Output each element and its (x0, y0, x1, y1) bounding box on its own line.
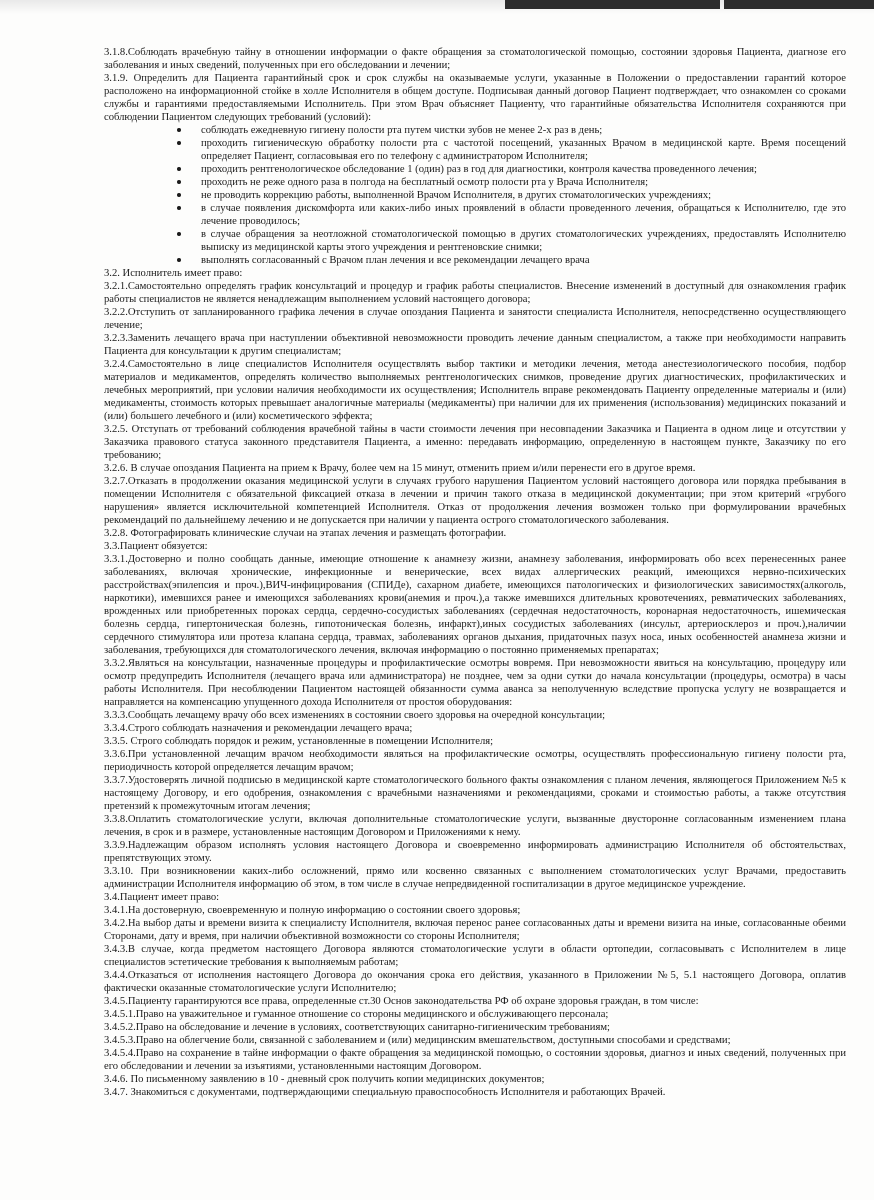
warranty-conditions-list (104, 124, 846, 267)
scan-edge-mark (505, 0, 720, 9)
clause-3-4-2: 3.4.2.На выбор даты и времени визита к специалисту Исполнителя, включая перенос ранее согласованных даты и времени визита на иные, согласованные обеими Сторонами, дату и время, при наличии объективной возможности со стороны Исполнителя; (104, 918, 846, 942)
clause-3-4-7: 3.4.7. Знакомиться с документами, подтверждающими специальную правоспособность Исполнителя и работающих Врачей. (104, 1087, 666, 1098)
clause-3-3-3: 3.3.3.Сообщать лечащему врачу обо всех изменениях в состоянии своего здоровья на очередной консультации; (104, 710, 606, 721)
clause-3-4-3: 3.4.3.В случае, когда предметом настоящего Договора являются стоматологические услуги в области ортопедии, согласовывать с Исполнителем в лице специалистов эстетические требования к выполняемым работам; (104, 944, 846, 968)
clause-3-4-6: 3.4.6. По письменному заявлению в 10 - дневный срок получить копии медицинских документов; (104, 1074, 545, 1085)
clause-3-4-5-1: 3.4.5.1.Право на уважительное и гуманное отношение со стороны медицинского и обслуживающего персонала; (104, 1009, 609, 1020)
clause-3-2-6: 3.2.6. В случае опоздания Пациента на прием к Врачу, более чем на 15 минут, отменить прием и/или перенести его в другое время. (104, 463, 696, 474)
bullet-icon (177, 167, 181, 171)
clause-3-3-6: 3.3.6.При установленной лечащим врачом необходимости являться на профилактические осмотры, осуществлять профессиональную гигиену полости рта, периодичность которой определяется лечащим врачом; (104, 749, 846, 773)
clause-3-4: 3.4.Пациент имеет право: (104, 892, 220, 903)
clause-3-4-5-4: 3.4.5.4.Право на сохранение в тайне информации о факте обращения за медицинской помощью, о состоянии здоровья, диагноз и иных сведений, полученных при его обследовании и лечении за изъятиями, установленными настоящим Договором. (104, 1048, 846, 1072)
clause-3-3-1: 3.3.1.Достоверно и полно сообщать данные, имеющие отношение к анамнезу жизни, анамнезу заболевания, информировать обо всех перенесенных ранее заболеваниях, включая хронические, инфекционные и венерические, всех видах аллергических реакций, имеющихся нервно-психических расстройствах(эпилепсия и проч.),ВИЧ-инфицирования (СПИДе), сахарном диабете, имеющихся патологических и физиологических зависимостях(алкоголь, наркотики), имевшихся ранее и имеющихся заболеваниях крови(анемия и проч.),а также имевшихся длительных кровотечениях, ревматических заболеваниях, врожденных или приобретенных пороках сердца, сердечно-сосудистых заболеваниях (сердечная недостаточность, коронарная недостаточность, ишемическая болезнь сердца, гипертоническая болезнь, гипотоническая болезнь, инфаркт),иных сосудистых заболеваниях (инсульт, артериосклероз и проч.),наличии сердечного стимулятора или протеза клапана сердца, травмах, заболеваниях органов дыхания, придаточных пазух носа, иных особенностей анамнеза жизни и заболевания, требующихся для стоматологического лечения, включая информацию о постоянно применяемых препаратах; (104, 554, 846, 656)
clause-3-2-8: 3.2.8. Фотографировать клинические случаи на этапах лечения и размещать фотографии. (104, 528, 507, 539)
bullet-icon (177, 180, 181, 184)
clause-3-2-3: 3.2.3.Заменить лечащего врача при наступлении объективной невозможности проводить лечение данным специалистом, а также при необходимости направить Пациента для консультации к другим специалистам; (104, 333, 846, 357)
bullet-icon (177, 141, 181, 145)
list-item: в случае обращения за неотложной стоматологической помощью в других стоматологических учреждениях, предоставлять Исполнителю выписку из медицинской карты этого учреждения и рентгеновские снимки; (201, 228, 846, 254)
bullet-icon (177, 193, 181, 197)
bullet-icon (177, 128, 181, 132)
clause-3-2-4: 3.2.4.Самостоятельно в лице специалистов Исполнителя осуществлять выбор тактики и методики лечения, метода анестезиологического пособия, подбор материалов и медикаментов, определять количество выполняемых рентгенологических снимков, проведение других диагностических, профилактических и лечебных мероприятий, при условии наличия необходимости их осуществления; Исполнитель вправе рекомендовать Пациенту определенные материалы и (или) медикаменты, стоимость которых превышает аналогичные материалы (медикаменты) при наличии для их применения (использования) медицинских показаний и (или) большего лечебного и (или) косметического эффекта; (104, 359, 846, 422)
list-item: выполнять согласованный с Врачом план лечения и все рекомендации лечащего врача (201, 254, 846, 267)
clause-3-3: 3.3.Пациент обязуется: (104, 541, 208, 552)
bullet-icon (177, 232, 181, 236)
list-item: в случае появления дискомфорта или каких-либо иных проявлений в области проведенного лечения, обращаться к Исполнителю, где это лечение проводилось; (201, 202, 846, 228)
list-item: соблюдать ежедневную гигиену полости рта путем чистки зубов не менее 2-х раз в день; (201, 124, 846, 137)
clause-3-3-5: 3.3.5. Строго соблюдать порядок и режим, установленные в помещении Исполнителя; (104, 736, 494, 747)
list-item: проходить гигиеническую обработку полости рта с частотой посещений, указанных Врачом в медицинской карте. Время посещений определяет Пациент, согласовывая его по телефону с администратором Исполнителя; (201, 137, 846, 163)
clause-3-1-9: 3.1.9. Определить для Пациента гарантийный срок и срок службы на оказываемые услуги, указанные в Положении о предоставлении гарантий которое расположено на информационной стойке в холле Исполнителя в общем доступе. Подписывая данный договор Пациент подтверждает, что ознакомлен со сроками службы и гарантиями предоставляемыми Исполнитель. При этом Врач объясняет Пациенту, что гарантийные обязательства Исполнителя сохраняются при соблюдении Пациентом следующих требований (условий): (104, 73, 846, 123)
list-item: не проводить коррекцию работы, выполненной Врачом Исполнителя, в других стоматологических учреждениях; (201, 189, 846, 202)
clause-3-3-2: 3.3.2.Являться на консультации, назначенные процедуры и профилактические осмотры вовремя. При невозможности явиться на консультацию, процедуру или осмотр предупредить Исполнителя (лечащего врача или администратора) не позднее, чем за одни сутки до начала консультации (процедуры, осмотра) в часы работы Исполнителя. При несоблюдении Пациентом настоящей обязанности сумма аванса за неполученную вследствие пропуска услугу не возвращается и направляется на компенсацию упущенного дохода Исполнителя от простоя оборудования: (104, 658, 846, 708)
bullet-icon (177, 206, 181, 210)
clause-3-4-5-2: 3.4.5.2.Право на обследование и лечение в условиях, соответствующих санитарно-гигиеническим требованиям; (104, 1022, 611, 1033)
clause-3-4-5-3: 3.4.5.3.Право на облегчение боли, связанной с заболеванием и (или) медицинским вмешательством, доступными способами и средствами; (104, 1035, 731, 1046)
contract-text (104, 46, 846, 1099)
clause-3-2-5: 3.2.5. Отступать от требований соблюдения врачебной тайны в части стоимости лечения при несовпадении Заказчика и Пациента в одном лице и отсутствии у Заказчика правового статуса законного представителя Пациента, а именно: передавать информацию, определенную в настоящем пункте, Заказчику по его требованию; (104, 424, 846, 461)
clause-3-3-8: 3.3.8.Оплатить стоматологические услуги, включая дополнительные стоматологические услуги, вызванные двусторонне согласованным изменением плана лечения, в срок и в размере, установленные настоящим Договором и Приложениями к нему. (104, 814, 846, 838)
clause-3-1-8: 3.1.8.Соблюдать врачебную тайну в отношении информации о факте обращения за стоматологической помощью, состоянии здоровья Пациента, диагнозе его заболевания и иных сведений, полученных при его обследовании и лечении; (104, 47, 846, 71)
clause-3-4-5: 3.4.5.Пациенту гарантируются все права, определенные ст.30 Основ законодательства РФ об охране здоровья граждан, в том числе: (104, 996, 699, 1007)
clause-3-4-4: 3.4.4.Отказаться от исполнения настоящего Договора до окончания срока его действия, указанного в Приложении №5, 5.1 настоящего Договора, оплатив фактически оказанные стоматологические услуги Исполнителю; (104, 970, 846, 994)
bullet-icon (177, 258, 181, 262)
clause-3-2-7: 3.2.7.Отказать в продолжении оказания медицинской услуги в случаях грубого нарушения Пациентом условий настоящего договора или порядка пребывания в помещении Исполнителя с обязательной фиксацией отказа в лечении и причин такого отказа в медицинской документации; при этом критерий «грубого нарушения» является исключительной компетенцией Исполнителя. Отказ от продолжения лечения возможен только при формулировании врачебных рекомендаций по дальнейшему лечению и не допускается при наличии у пациента острого стоматологического заболевания. (104, 476, 846, 526)
clause-3-2-2: 3.2.2.Отступить от запланированного графика лечения в случае опоздания Пациента и занятости специалиста Исполнителя, непосредственно осуществляющего лечение; (104, 307, 846, 331)
clause-3-4-1: 3.4.1.На достоверную, своевременную и полную информацию о состоянии своего здоровья; (104, 905, 521, 916)
clause-3-2: 3.2. Исполнитель имеет право: (104, 268, 243, 279)
clause-3-2-1: 3.2.1.Самостоятельно определять график консультаций и процедур и график работы специалистов. Внесение изменений в доступный для ознакомления график работы специалистов не является ненадлежащим выполнением условий настоящего договора; (104, 281, 846, 305)
list-item: проходить не реже одного раза в полгода на бесплатный осмотр полости рта у Врача Исполнителя; (201, 176, 846, 189)
scan-edge-mark (724, 0, 874, 9)
clause-3-3-10: 3.3.10. При возникновении каких-либо осложнений, прямо или косвенно связанных с выполнением стоматологических услуг Врачами, предоставить администрации Исполнителя информацию об этом, в том числе в случае непредвиденной госпитализации в другое медицинское учреждение. (104, 866, 846, 890)
clause-3-3-4: 3.3.4.Строго соблюдать назначения и рекомендации лечащего врача; (104, 723, 413, 734)
clause-3-3-7: 3.3.7.Удостоверять личной подписью в медицинской карте стоматологического больного факты ознакомления с планом лечения, являющегося Приложением №5 к настоящему Договору, и его одобрения, ознакомления с врачебными назначениями и рекомендациями, сроками и стоимостью работы, а также отсутствия претензий к промежуточным итогам лечения; (104, 775, 846, 812)
clause-3-3-9: 3.3.9.Надлежащим образом исполнять условия настоящего Договора и своевременно информировать администрацию Исполнителя об обстоятельствах, препятствующих этому. (104, 840, 846, 864)
list-item: проходить рентгенологическое обследование 1 (один) раз в год для диагностики, контроля качества проведенного лечения; (201, 163, 846, 176)
